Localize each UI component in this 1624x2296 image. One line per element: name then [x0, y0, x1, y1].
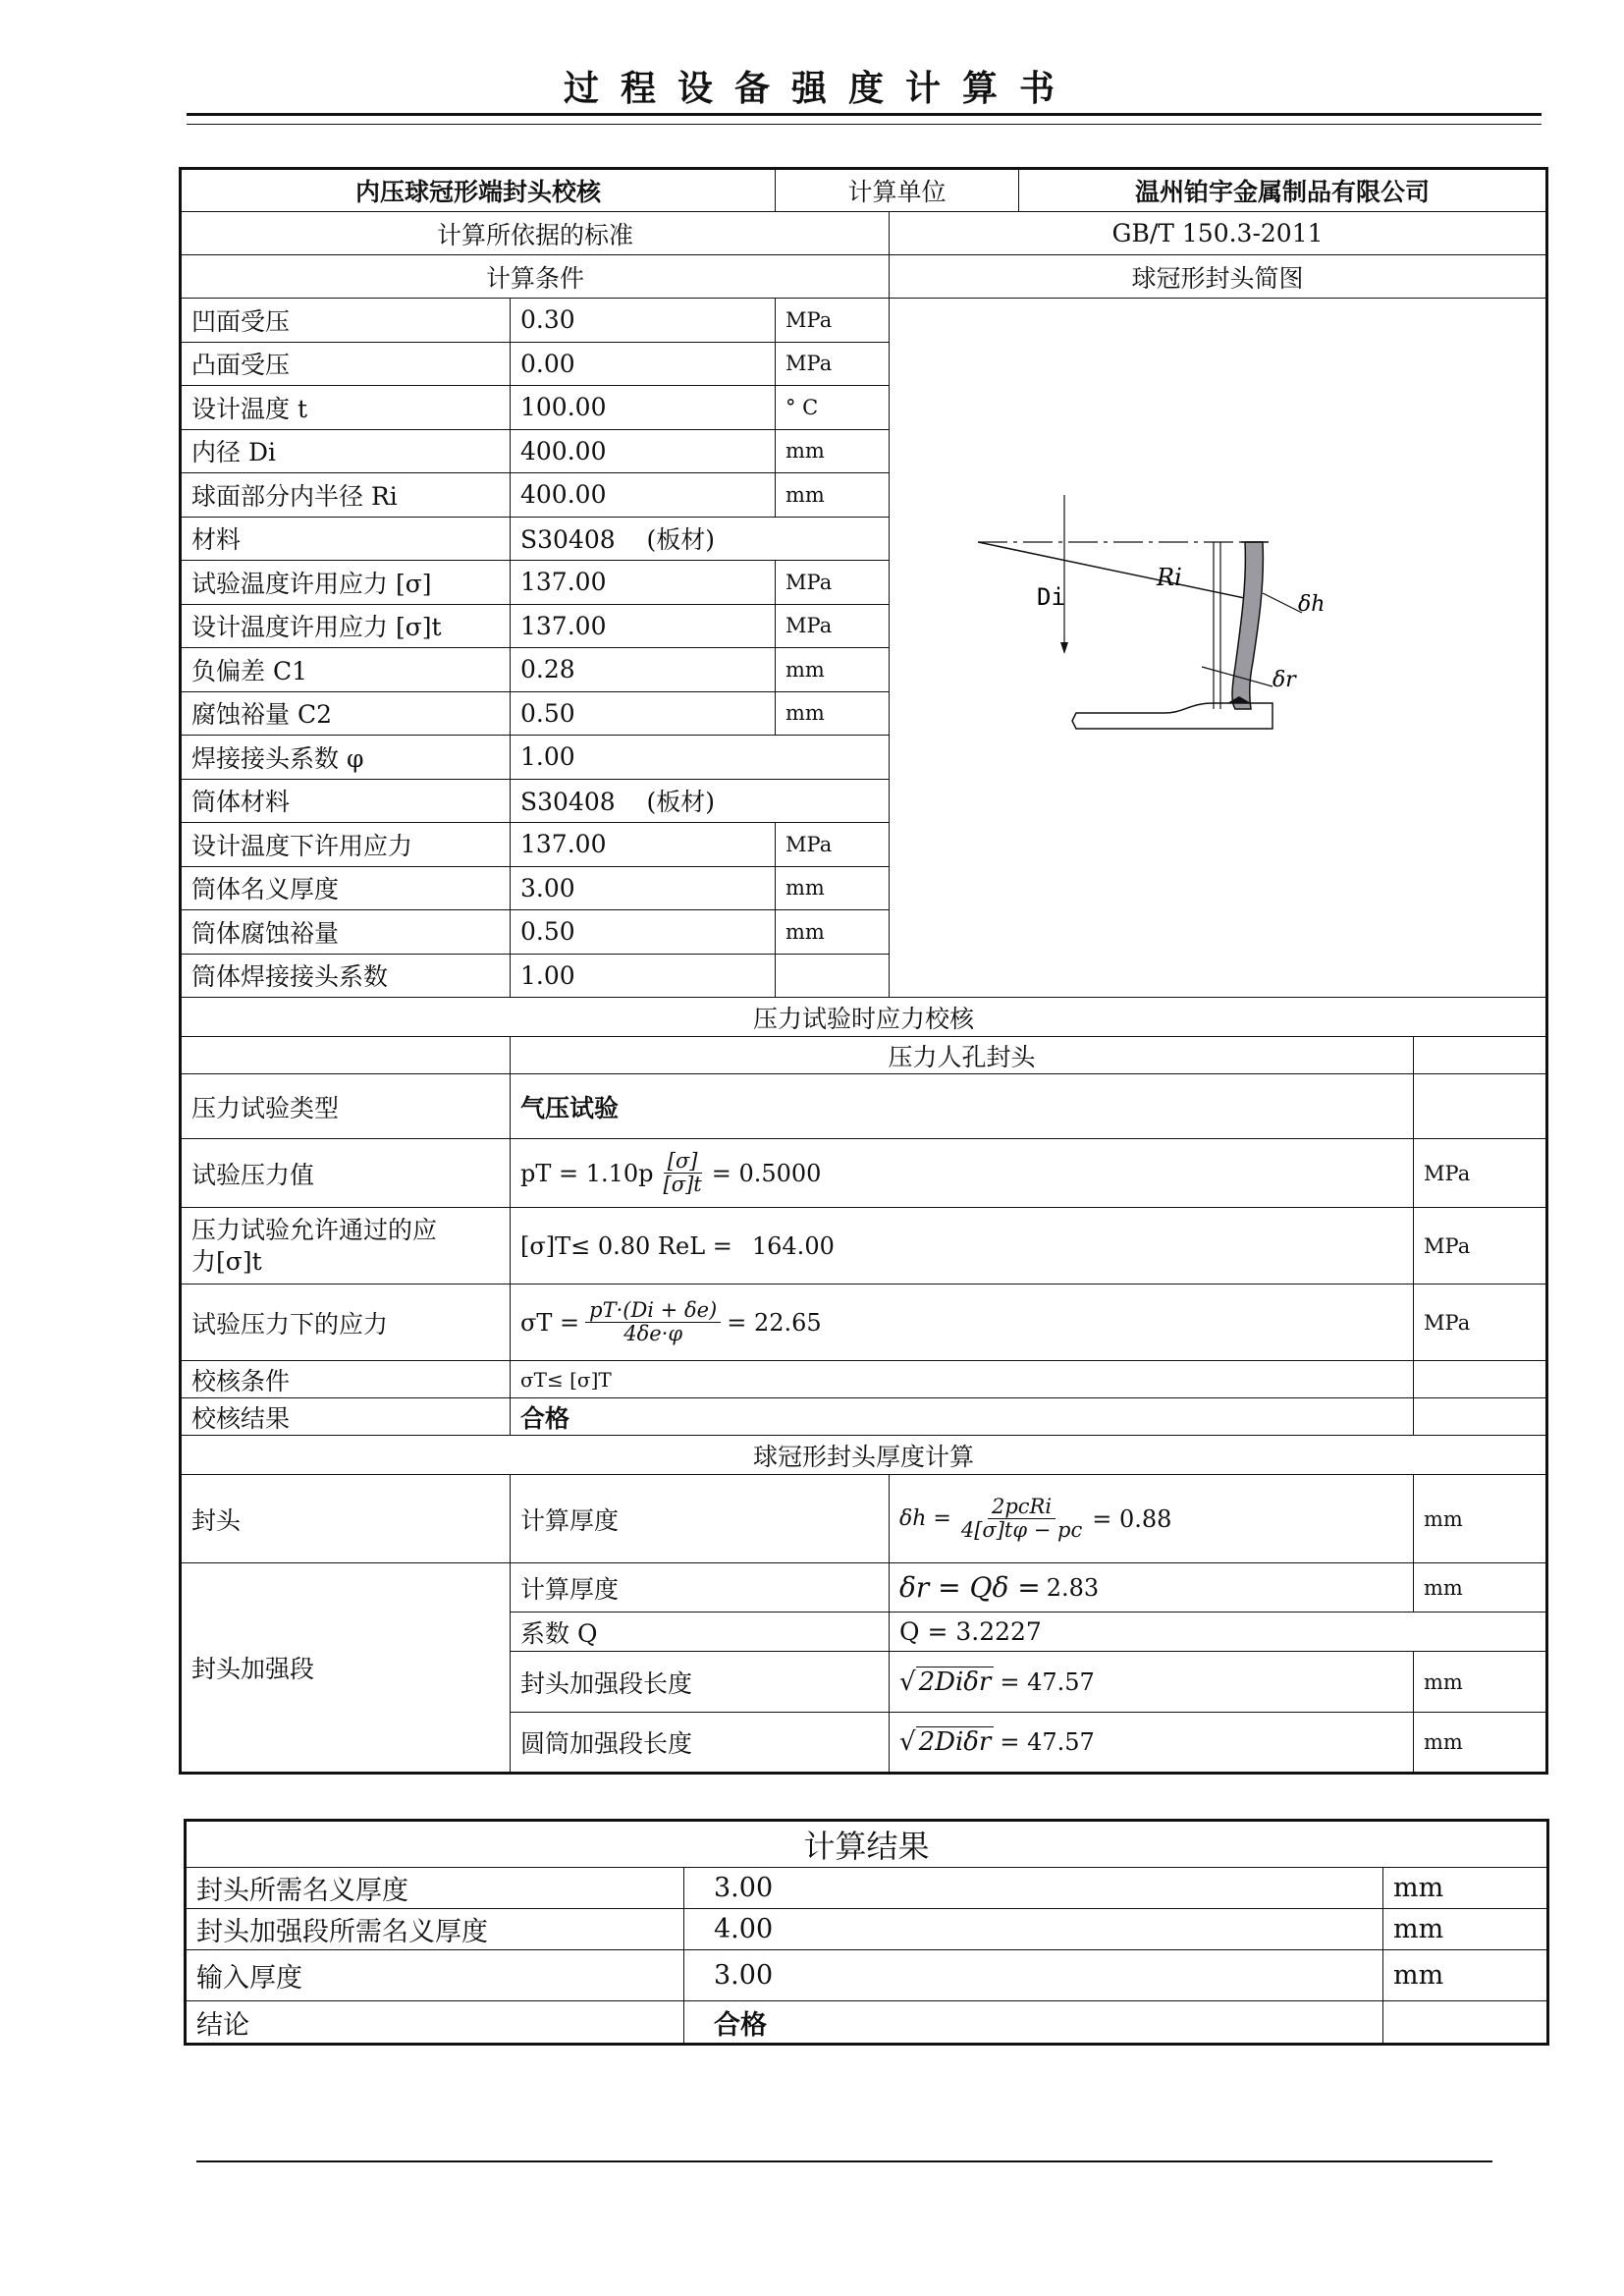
standard-value: GB/T 150.3-2011: [890, 212, 1547, 255]
condition-unit: MPa: [776, 299, 890, 343]
condition-label: 腐蚀裕量 C2: [181, 691, 511, 736]
diagram-label: 球冠形封头简图: [890, 255, 1547, 299]
condition-value: S30408 (板材): [511, 517, 890, 561]
page-title: 过程设备强度计算书: [563, 68, 1076, 109]
condition-label: 筒体腐蚀裕量: [181, 910, 511, 955]
condition-unit: [776, 954, 890, 998]
condition-unit: mm: [776, 910, 890, 955]
condition-value: 3.00: [511, 866, 776, 910]
allowable-stress-label-line1: 压力试验允许通过的应: [191, 1216, 438, 1245]
condition-unit: mm: [776, 691, 890, 736]
condition-value: 0.30: [511, 299, 776, 343]
test-pressure-frac-num: [σ]: [664, 1150, 702, 1174]
condition-label: 焊接接头系数 φ: [181, 736, 511, 780]
head-reinforcement-length-cell: √ 2Diδr = 47.57: [890, 1652, 1414, 1713]
conditions-label: 计算条件: [181, 255, 890, 299]
standard-label: 计算所依据的标准: [181, 212, 890, 255]
condition-value: 0.50: [511, 691, 776, 736]
check-title: 内压球冠形端封头校核: [181, 169, 776, 212]
check-result-value: 合格: [511, 1398, 1414, 1436]
main-calculation-table: [179, 167, 1548, 1775]
conclusion-value: 合格: [684, 2001, 1383, 2045]
result-unit: mm: [1383, 1868, 1548, 1909]
condition-value: 137.00: [511, 823, 776, 867]
shell-reinforcement-length-radicand: 2Diδr: [916, 1726, 995, 1757]
condition-label: 设计温度 t: [181, 386, 511, 430]
test-pressure-label: 试验压力值: [181, 1139, 511, 1208]
head-thickness-unit: mm: [1414, 1475, 1547, 1563]
allowable-stress-formula: [σ]T≤ 0.80 ReL =: [520, 1232, 732, 1260]
spherical-head-diagram-cell: [890, 299, 1547, 998]
check-condition-label: 校核条件: [181, 1361, 511, 1398]
condition-unit: mm: [776, 473, 890, 518]
test-pressure-frac-den: [σ]t: [663, 1173, 702, 1196]
shell-reinforcement-length-unit: mm: [1414, 1713, 1547, 1774]
dh-label: δh: [1298, 592, 1326, 617]
head-thickness-formula: δh =: [899, 1506, 951, 1531]
result-value: 3.00: [684, 1868, 1383, 1909]
condition-label: 球面部分内半径 Ri: [181, 473, 511, 518]
thickness-section-title: 球冠形封头厚度计算: [181, 1436, 1547, 1475]
head-calc-thickness-label: 计算厚度: [511, 1475, 890, 1563]
condition-value: 400.00: [511, 473, 776, 518]
test-stress-formula: σT =: [520, 1308, 580, 1337]
test-stress-unit: MPa: [1414, 1285, 1547, 1361]
reinforcement-value: 2.83: [1046, 1573, 1100, 1602]
coefficient-q-label: 系数 Q: [511, 1613, 890, 1652]
condition-unit: mm: [776, 648, 890, 692]
condition-label: 筒体材料: [181, 779, 511, 823]
condition-value: 400.00: [511, 429, 776, 473]
test-pressure-unit: MPa: [1414, 1139, 1547, 1208]
test-stress-frac-num: pT·(Di + δe): [585, 1299, 721, 1323]
condition-value: 137.00: [511, 604, 776, 648]
condition-value: 100.00: [511, 386, 776, 430]
condition-unit: MPa: [776, 342, 890, 386]
condition-label: 凸面受压: [181, 342, 511, 386]
test-pressure-value: = 0.5000: [711, 1159, 822, 1187]
test-type-value: 气压试验: [511, 1074, 1414, 1139]
condition-value: 0.50: [511, 910, 776, 955]
head-thickness-frac-num: 2pcRi: [988, 1496, 1056, 1519]
result-value: 4.00: [684, 1909, 1383, 1950]
test-stress-value: = 22.65: [727, 1308, 822, 1337]
condition-label: 内径 Di: [181, 429, 511, 473]
head-reinforcement-length-radicand: 2Diδr: [916, 1667, 995, 1697]
test-stress-frac-den: 4δe·φ: [623, 1322, 683, 1345]
check-condition-value: σT≤ [σ]T: [511, 1361, 1414, 1398]
reinforcement-formula: δr = Qδ =: [899, 1571, 1041, 1604]
result-label: 输入厚度: [186, 1950, 684, 2001]
condition-unit: ° C: [776, 386, 890, 430]
condition-value: 0.28: [511, 648, 776, 692]
condition-label: 试验温度许用应力 [σ]: [181, 561, 511, 605]
condition-value: 0.00: [511, 342, 776, 386]
condition-label: 材料: [181, 517, 511, 561]
allowable-stress-cell: [511, 1208, 1414, 1285]
condition-label: 设计温度许用应力 [σ]t: [181, 604, 511, 648]
unit-label: 计算单位: [776, 169, 1019, 212]
condition-value: 137.00: [511, 561, 776, 605]
reinforcement-unit: mm: [1414, 1563, 1547, 1613]
head-reinforcement-length-unit: mm: [1414, 1652, 1547, 1713]
test-stress-cell: [511, 1285, 1414, 1361]
result-value: 3.00: [684, 1950, 1383, 2001]
result-label: 封头加强段所需名义厚度: [186, 1909, 684, 1950]
result-table: [184, 1819, 1549, 2046]
head-wall: [1232, 542, 1263, 709]
test-pressure-formula-cell: [511, 1139, 1414, 1208]
allowable-stress-value: 164.00: [751, 1232, 835, 1260]
di-arrow-icon: [1060, 642, 1068, 654]
allowable-stress-unit: MPa: [1414, 1208, 1547, 1285]
shell-reinforcement-length-value: = 47.57: [1000, 1728, 1095, 1756]
head-label: 封头: [181, 1475, 511, 1563]
ri-label: Ri: [1157, 564, 1182, 591]
condition-unit: mm: [776, 429, 890, 473]
di-label: Di: [1037, 583, 1065, 611]
reinforcement-thickness-cell: [890, 1563, 1414, 1613]
condition-unit: MPa: [776, 604, 890, 648]
result-label: 封头所需名义厚度: [186, 1868, 684, 1909]
head-thickness-value: = 0.88: [1092, 1504, 1172, 1533]
result-label: 结论: [186, 2001, 684, 2045]
head-reinforcement-length-label: 封头加强段长度: [511, 1652, 890, 1713]
condition-label: 设计温度下许用应力: [181, 823, 511, 867]
condition-unit: MPa: [776, 561, 890, 605]
head-thickness-frac-den: 4[σ]tφ − pc: [960, 1518, 1083, 1542]
ri-line: [978, 542, 1249, 599]
condition-value: S30408 (板材): [511, 779, 890, 823]
reinforcement-calc-label: 计算厚度: [511, 1563, 890, 1613]
condition-value: 1.00: [511, 954, 776, 998]
header-rule: [187, 113, 1542, 116]
condition-unit: MPa: [776, 823, 890, 867]
condition-label: 筒体名义厚度: [181, 866, 511, 910]
condition-label: 筒体焊接接头系数: [181, 954, 511, 998]
result-unit: mm: [1383, 1909, 1548, 1950]
header-rule-thin: [187, 124, 1542, 125]
spherical-head-diagram: [978, 495, 1430, 750]
test-stress-label: 试验压力下的应力: [181, 1285, 511, 1361]
allowable-stress-label-line2: 力[σ]t: [191, 1246, 262, 1276]
reinforcement-label: 封头加强段: [181, 1563, 511, 1774]
result-title: 计算结果: [186, 1821, 1548, 1868]
dh-leader: [1263, 593, 1302, 613]
dr-label: δr: [1272, 668, 1296, 692]
allowable-stress-label: [181, 1208, 511, 1285]
condition-unit: mm: [776, 866, 890, 910]
pressure-test-section-title: 压力试验时应力校核: [181, 998, 1547, 1037]
head-thickness-cell: [890, 1475, 1414, 1563]
result-unit: mm: [1383, 1950, 1548, 2001]
shell-reinforcement-length-cell: √ 2Diδr = 47.57: [890, 1713, 1414, 1774]
pressure-test-column-title: 压力人孔封头: [511, 1037, 1414, 1074]
check-result-label: 校核结果: [181, 1398, 511, 1436]
condition-label: 凹面受压: [181, 299, 511, 343]
company-name: 温州铂宇金属制品有限公司: [1019, 169, 1547, 212]
shell-reinforcement-length-label: 圆筒加强段长度: [511, 1713, 890, 1774]
test-pressure-formula: pT = 1.10p: [520, 1159, 654, 1187]
test-type-label: 压力试验类型: [181, 1074, 511, 1139]
footer-rule: [196, 2160, 1492, 2162]
condition-label: 负偏差 C1: [181, 648, 511, 692]
condition-value: 1.00: [511, 736, 890, 780]
coefficient-q-value: Q = 3.2227: [890, 1613, 1547, 1652]
head-reinforcement-length-value: = 47.57: [1000, 1667, 1095, 1696]
